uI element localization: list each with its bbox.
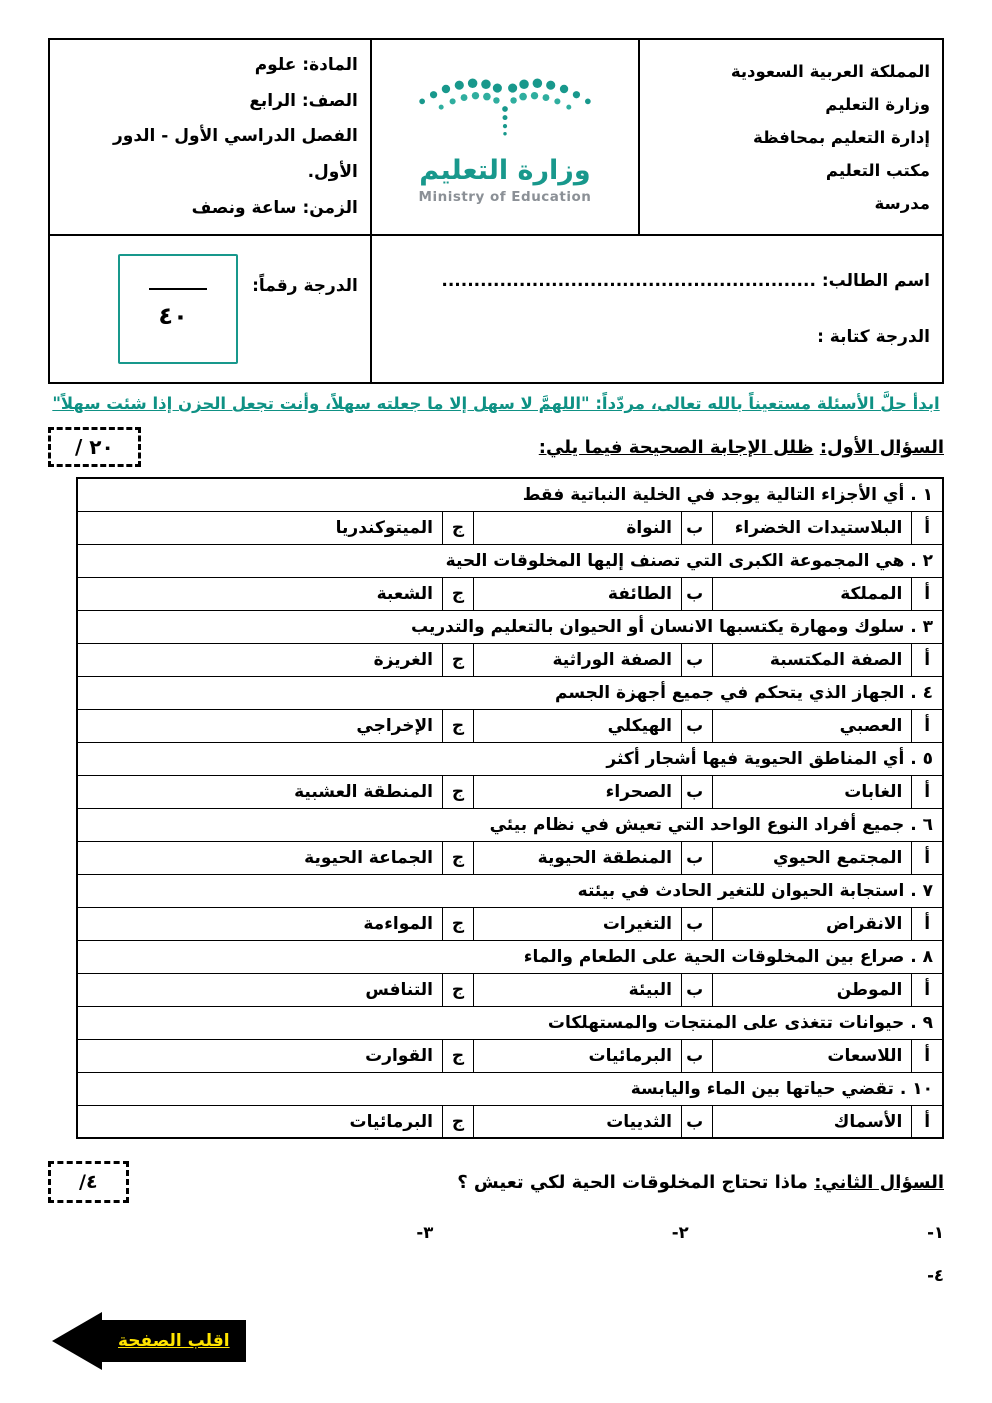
option-text-a[interactable]: اللاسعات	[713, 1039, 912, 1072]
option-letter-b[interactable]: ب	[681, 511, 712, 544]
option-letter-a[interactable]: أ	[912, 1105, 943, 1138]
option-letter-b[interactable]: ب	[681, 907, 712, 940]
option-text-a[interactable]: الموطن	[713, 973, 912, 1006]
section1-heading-row	[48, 427, 944, 467]
option-letter-a[interactable]: أ	[912, 841, 943, 874]
option-text-c[interactable]: الإخراجي	[77, 709, 442, 742]
answer-blank-1[interactable]: ١-	[927, 1223, 944, 1243]
grade-write-line[interactable]	[149, 288, 207, 290]
section2-heading-row	[48, 1161, 944, 1203]
option-text-a[interactable]: الغابات	[713, 775, 912, 808]
option-text-a[interactable]: المملكة	[713, 577, 912, 610]
option-letter-b[interactable]: ب	[681, 709, 712, 742]
option-text-b[interactable]: المنطقة الحيوية	[474, 841, 682, 874]
option-letter-a[interactable]: أ	[912, 1039, 943, 1072]
exam-info-cell	[49, 39, 371, 235]
option-text-c[interactable]: الغريزة	[77, 643, 442, 676]
answer-row	[77, 1105, 943, 1138]
answer-row	[77, 709, 943, 742]
option-letter-c[interactable]: ج	[442, 907, 473, 940]
option-letter-b[interactable]: ب	[681, 775, 712, 808]
option-text-a[interactable]: الأسماك	[713, 1105, 912, 1138]
answer-row	[77, 775, 943, 808]
exam-subject: المادة: علوم	[254, 55, 358, 75]
option-letter-a[interactable]: أ	[912, 577, 943, 610]
ministry-logo-subtitle: Ministry of Education	[418, 189, 592, 206]
answer-row	[77, 907, 943, 940]
option-text-c[interactable]: التنافس	[77, 973, 442, 1006]
ministry-logo-icon	[402, 134, 608, 153]
ministry-line-office: مكتب التعليم	[825, 160, 930, 180]
question-text: ٦ . جميع أفراد النوع الواحد التي تعيش في نظام بيئي	[77, 808, 943, 841]
option-letter-b[interactable]: ب	[681, 1105, 712, 1138]
question-text: ١٠ . تقضي حياتها بين الماء واليابسة	[77, 1072, 943, 1105]
option-text-b[interactable]: الهيكلي	[474, 709, 682, 742]
option-text-b[interactable]: النواة	[474, 511, 682, 544]
question-row	[77, 676, 943, 709]
option-text-a[interactable]: المجتمع الحيوي	[713, 841, 912, 874]
header-top-row	[49, 39, 943, 235]
total-score: ٤٠	[158, 302, 188, 331]
option-text-a[interactable]: البلاستيدات الخضراء	[713, 511, 912, 544]
option-text-c[interactable]: الميتوكندريا	[77, 511, 442, 544]
header-table	[48, 38, 944, 384]
question-text: ٢ . هي المجموعة الكبرى التي تصنف إليها المخلوقات الحية	[77, 544, 943, 577]
ministry-line-school: مدرسة	[874, 193, 930, 213]
section1-heading	[539, 437, 944, 458]
exam-grade-level: الصف: الرابع	[249, 90, 358, 111]
numeric-grade-cell	[49, 235, 371, 383]
ministry-info-cell	[639, 39, 943, 235]
option-letter-c[interactable]: ج	[442, 577, 473, 610]
mcq-table	[76, 477, 944, 1139]
option-text-b[interactable]: الصحراء	[474, 775, 682, 808]
option-text-b[interactable]: الصفة الوراثية	[474, 643, 682, 676]
option-letter-c[interactable]: ج	[442, 643, 473, 676]
ministry-logo-wordmark: وزارة التعليم	[419, 155, 591, 187]
section1-label: السؤال الأول:	[819, 436, 944, 458]
section2-heading	[457, 1172, 944, 1193]
option-letter-c[interactable]: ج	[442, 775, 473, 808]
answer-blank-2[interactable]: ٢-	[671, 1223, 689, 1243]
exam-duration: الزمن: ساعة ونصف	[191, 197, 358, 218]
answer-blank-3[interactable]: ٣-	[416, 1223, 434, 1243]
option-letter-b[interactable]: ب	[681, 841, 712, 874]
option-text-c[interactable]: القوارت	[77, 1039, 442, 1072]
answer-row	[77, 643, 943, 676]
option-letter-a[interactable]: أ	[912, 907, 943, 940]
option-text-b[interactable]: البيئة	[474, 973, 682, 1006]
option-text-b[interactable]: الثدييات	[474, 1105, 682, 1138]
question-row	[77, 940, 943, 973]
option-letter-b[interactable]: ب	[681, 643, 712, 676]
answer-blanks-row	[48, 1223, 944, 1242]
question-text: ٣ . سلوك ومهارة يكتسبها الانسان أو الحيوان بالتعليم والتدريب	[77, 610, 943, 643]
question-row	[77, 1006, 943, 1039]
exam-term: الفصل الدراسي الأول - الدور الأول.	[113, 126, 358, 183]
flip-page-marker	[52, 1312, 246, 1370]
option-text-c[interactable]: الشعبة	[77, 577, 442, 610]
question-row	[77, 478, 943, 511]
option-letter-b[interactable]: ب	[681, 577, 712, 610]
option-letter-c[interactable]: ج	[442, 511, 473, 544]
question-row	[77, 874, 943, 907]
section2-label: السؤال الثاني:	[814, 1171, 944, 1193]
option-text-c[interactable]: المواءمة	[77, 907, 442, 940]
option-text-c[interactable]: البرمائيات	[77, 1105, 442, 1138]
header-bottom-row	[49, 235, 943, 383]
option-letter-a[interactable]: أ	[912, 973, 943, 1006]
option-letter-c[interactable]: ج	[442, 841, 473, 874]
section2-score-box: /٤	[48, 1161, 129, 1203]
numeric-grade-box	[118, 254, 238, 364]
question-text: ٨ . صراع بين المخلوقات الحية على الطعام والماء	[77, 940, 943, 973]
question-text: ٩ . حيوانات تتغذى على المنتجات والمستهلكات	[77, 1006, 943, 1039]
question-row	[77, 1072, 943, 1105]
answer-row	[77, 1039, 943, 1072]
answer-row	[77, 973, 943, 1006]
opening-dua: ابدأ حلَّ الأسئلة مستعيناً بالله تعالى، مردّداً: "اللهمَّ لا سهل إلا ما جعلته سهلاً، وأنت تجعل الحزن إذا شئت سهلاً"	[52, 394, 940, 414]
option-text-a[interactable]: الصفة المكتسبة	[713, 643, 912, 676]
answer-row	[77, 841, 943, 874]
option-letter-a[interactable]: أ	[912, 709, 943, 742]
option-letter-a[interactable]: أ	[912, 643, 943, 676]
option-letter-c[interactable]: ج	[442, 1039, 473, 1072]
question-row	[77, 742, 943, 775]
option-letter-a[interactable]: أ	[912, 511, 943, 544]
option-text-c[interactable]: الجماعة الحيوية	[77, 841, 442, 874]
question-text: ٤ . الجهاز الذي يتحكم في جميع أجهزة الجسم	[77, 676, 943, 709]
student-name-field[interactable]: ..........................................................	[441, 271, 816, 292]
section1-instruction: ظلل الإجابة الصحيحة فيما يلي:	[538, 436, 814, 458]
answer-blank-4[interactable]: ٤-	[927, 1266, 944, 1286]
ministry-line-kingdom: المملكة العربية السعودية	[730, 61, 930, 81]
option-letter-c[interactable]: ج	[442, 973, 473, 1006]
ministry-logo-cell	[371, 39, 639, 235]
question-text: ١ . أي الأجزاء التالية يوجد في الخلية النباتية فقط	[77, 478, 943, 511]
option-text-b[interactable]: الطائفة	[474, 577, 682, 610]
option-text-b[interactable]: البرمائيات	[474, 1039, 682, 1072]
written-grade-label: الدرجة كتابة :	[817, 327, 930, 348]
section1-score-box: / ٢٠	[48, 427, 141, 467]
option-text-b[interactable]: التغيرات	[474, 907, 682, 940]
answer-row	[77, 577, 943, 610]
left-arrow-icon	[52, 1312, 102, 1370]
option-letter-a[interactable]: أ	[912, 775, 943, 808]
question-row	[77, 808, 943, 841]
flip-page-label: اقلب الصفحة	[102, 1320, 246, 1362]
student-info-cell	[371, 235, 943, 383]
question-text: ٥ . أي المناطق الحيوية فيها أشجار أكثر	[77, 742, 943, 775]
option-letter-b[interactable]: ب	[681, 973, 712, 1006]
question-text: ٧ . استجابة الحيوان للتغير الحادث في بيئته	[77, 874, 943, 907]
section2-prompt: ماذا تحتاج المخلوقات الحية لكي تعيش ؟	[457, 1171, 808, 1193]
student-name-label: اسم الطالب:	[821, 271, 930, 292]
option-letter-b[interactable]: ب	[681, 1039, 712, 1072]
ministry-line-ministry: وزارة التعليم	[825, 94, 930, 114]
option-letter-c[interactable]: ج	[442, 709, 473, 742]
ministry-line-directorate: إدارة التعليم بمحافظة	[752, 127, 930, 147]
option-letter-c[interactable]: ج	[442, 1105, 473, 1138]
option-text-a[interactable]: الانقراض	[713, 907, 912, 940]
numeric-grade-label: الدرجة رقماً:	[252, 276, 358, 297]
option-text-a[interactable]: العصبي	[713, 709, 912, 742]
answer-row	[77, 511, 943, 544]
question-row	[77, 544, 943, 577]
option-text-c[interactable]: المنطقة العشبية	[77, 775, 442, 808]
question-row	[77, 610, 943, 643]
